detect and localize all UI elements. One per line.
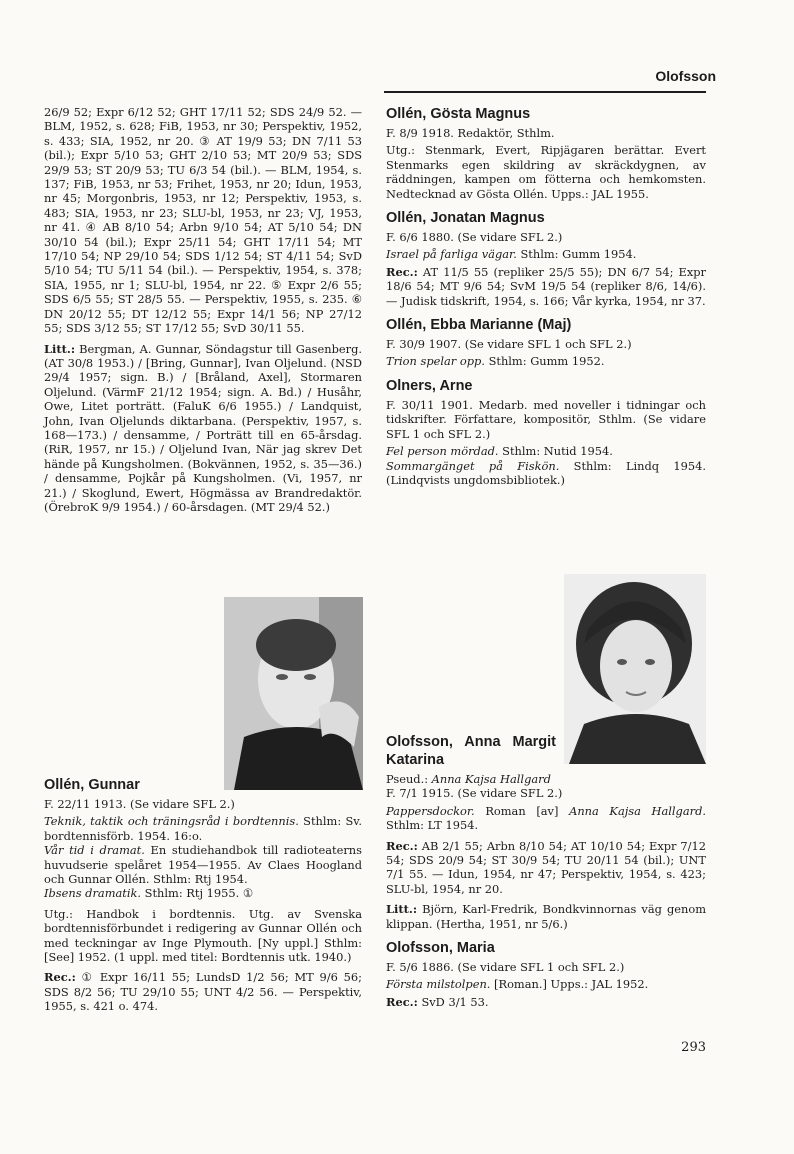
entry-name-gunnar: Ollén, Gunnar — [44, 777, 140, 793]
anna-work: Pappersdockor. Roman [av] Anna Kajsa Hallgard. Sthlm: LT 1954. — [386, 803, 706, 833]
gosta-born: F. 8/9 1918. Redaktör, Sthlm. — [386, 126, 555, 140]
running-head: Olofsson — [655, 68, 716, 84]
oljelund-litt — [44, 342, 362, 515]
gunnar-work-2: Vår tid i dramat. En studiehandbok till radioteaterns huvudserie spelåret 1954—1955. Av Claes Hoogland och Gunnar Ollén. Sthlm: Rtj 1954. — [44, 843, 362, 887]
maria-born: F. 5/6 1886. (Se vidare SFL 1 och SFL 2.) — [386, 960, 625, 975]
litt-label: Litt.: — [44, 341, 76, 356]
anna-born: F. 7/1 1915. (Se vidare SFL 2.) — [386, 786, 563, 801]
ebba-born: F. 30/9 1907. (Se vidare SFL 1 och SFL 2.) — [386, 337, 632, 352]
ebba-work: Trion spelar opp. Sthlm: Gumm 1952. — [386, 354, 605, 369]
portrait-gunnar-ollen — [224, 597, 363, 790]
gunnar-work-1: Teknik, taktik och träningsråd i bordtennis. Sthlm: Sv. bordtennisförb. 1954. 16:o. — [44, 814, 362, 843]
arne-work-1: Fel person mördad. Sthlm: Nutid 1954. — [386, 444, 613, 459]
entry-name-gosta: Ollén, Gösta Magnus — [386, 106, 531, 122]
right-column-lower — [386, 733, 706, 1015]
gunnar-entry — [44, 776, 362, 1020]
gosta-utg: Utg.: Stenmark, Evert, Ripjägaren berättar. Evert Stenmarks egen skildring av skräckdygnen, av räddningen, kampen om fötterna och hemkomsten. Nedtecknad av Gösta Ollén. Upps.: JAL 1955. — [386, 143, 706, 201]
entry-name-anna: Olofsson, Anna Margit Katarina — [386, 734, 556, 768]
page-number: 293 — [681, 1040, 706, 1055]
anna-pseud: Pseud.: Anna Kajsa Hallgard — [386, 772, 551, 786]
gunnar-born: F. 22/11 1913. (Se vidare SFL 2.) — [44, 797, 235, 811]
entry-name-arne: Olners, Arne — [386, 377, 473, 394]
maria-rec: Rec.: SvD 3/1 53. — [386, 994, 489, 1009]
jonatan-work: Israel på farliga vägar. Sthlm: Gumm 1954. — [386, 247, 637, 262]
anna-litt: Litt.: Björn, Karl-Fredrik, Bondkvinnornas väg genom klippan. (Hertha, 1951, nr 5/6.) — [386, 902, 706, 931]
gunnar-work-3: Ibsens dramatik. Sthlm: Rtj 1955. ① — [44, 886, 254, 901]
gunnar-rec: Rec.: ① Expr 16/11 55; LundsD 1/2 56; MT 9/6 56; SDS 8/2 56; TU 29/10 55; UNT 4/2 56. — Perspektiv, 1955, s. 421 o. 474. — [44, 970, 362, 1014]
left-column — [44, 105, 362, 520]
gunnar-utg: Utg.: Handbok i bordtennis. Utg. av Svenska bordtennisförbundet i redigering av Gunnar Ollén och med teckningar av Inge Plymouth. [Ny uppl.] Sthlm: [See] 1952. (1 uppl. med titel: Bordtennis utk. 1940.) — [44, 906, 362, 965]
header-rule — [384, 91, 706, 93]
arne-born: F. 30/11 1901. Medarb. med noveller i tidningar och tidskrifter. Författare, kompositör, Sthlm. (Se vidare SFL 1 och SFL 2.) — [386, 397, 706, 441]
anna-rec: Rec.: AB 2/1 55; Arbn 8/10 54; AT 10/10 54; Expr 7/12 54; SDS 20/9 54; ST 30/9 54; TU 20/11 54 (bil.); UNT 7/1 55. — Idun, 1954, nr 47; Perspektiv, 1954, s. 423; SLU-bl, 1954, nr 20. — [386, 838, 706, 896]
arne-work-2: Sommargänget på Fiskön. Sthlm: Lindq 1954. (Lindqvists ungdomsbibliotek.) — [386, 458, 706, 487]
jonatan-rec: Rec.: AT 11/5 55 (repliker 25/5 55); DN 6/7 54; Expr 18/6 54; MT 9/6 54; SvM 19/5 54 (repliker 8/6, 14/6). — Judisk tidskrift, 1954, s. 166; Vår kyrka, 1954, nr 37. — [386, 264, 706, 308]
right-column — [386, 105, 706, 493]
portrait-gunnar-ollen-graphic — [224, 597, 363, 790]
jonatan-born: F. 6/6 1880. (Se vidare SFL 2.) — [386, 230, 563, 245]
oljelund-rec-continued: 26/9 52; Expr 6/12 52; GHT 17/11 52; SDS 24/9 52. — BLM, 1952, s. 628; FiB, 1953, nr 30; Perspektiv, 1952, s. 433; SIA, 1952, nr 20. ③ AT 19/9 53; DN 7/11 53 (bil.); Expr 5/10 53; GHT 2/10 53; MT 20/9 53; SDS 29/9 53; ST 20/9 53; TU 6/3 54 (bil.). — BLM, 1954, s. 137; FiB, 1953, nr 53; Frihet, 1953, nr 20; Idun, 1953, nr 45; Morgonbris, 1953, nr 12; Perspektiv, 1953, s. 483; SIA, 1953, nr 23; SLU-bl, 1953, nr 23; VJ, 1953, nr 41. ④ AB 8/10 54; Arbn 9/10 54; AT 5/10 54; DN 30/10 54 (bil.); Expr 25/11 54; GHT 17/11 54; MT 17/10 54; NP 29/10 54; SDS 1/12 54; ST 4/11 54; SvD 5/10 54; TU 5/11 54 (bil.). — Perspektiv, 1954, s. 378; SIA, 1955, nr 1; SLU-bl, 1954, nr 22. ⑤ Expr 2/6 55; SDS 6/5 55; ST 28/5 55. — Perspektiv, 1955, s. 235. ⑥ DN 20/12 55; DT 12/12 55; Expr 14/1 56; NP 27/12 55; SDS 3/12 55; ST 17/12 55; SvD 30/11 55. — [44, 105, 362, 336]
entry-name-jonatan: Ollén, Jonatan Magnus — [386, 210, 545, 227]
entry-name-maria: Olofsson, Maria — [386, 940, 495, 957]
entry-name-ebba: Ollén, Ebba Marianne (Maj) — [386, 317, 572, 334]
maria-work: Första milstolpen. [Roman.] Upps.: JAL 1952. — [386, 977, 649, 992]
litt-text: Bergman, A. Gunnar, Söndagstur till Gasenberg. (AT 30/8 1953.) / [Bring, Gunnar], Ivan Oljelund. (NSD 29/4 1957; sign. B.) / [Bråland, Axel], Stormaren Oljelund. (VärmF 21/12 1954; sign. A. Bd.) / Husåhr, Owe, Litet porträtt. (FaluK 6/6 1955.) / Landquist, John, Ivan Oljelunds diktarbana. (Perspektiv, 1957, s. 168—173.) / densamme, / Porträtt till en 65-årsdag. (RiR, 1957, nr 15.) / Oljelund Ivan, När jag skrev Det hände på Kungsholmen. (Bokvännen, 1952, s. 35—36.) / densamme, Pojkår på Kungsholmen. (Vi, 1957, nr 21.) / Skoglund, Ewert, Högmässa av Brandredaktör. (ÖrebroK 9/9 1954.) / 60-årsdagen. (MT 29/4 52.) — [44, 341, 362, 514]
